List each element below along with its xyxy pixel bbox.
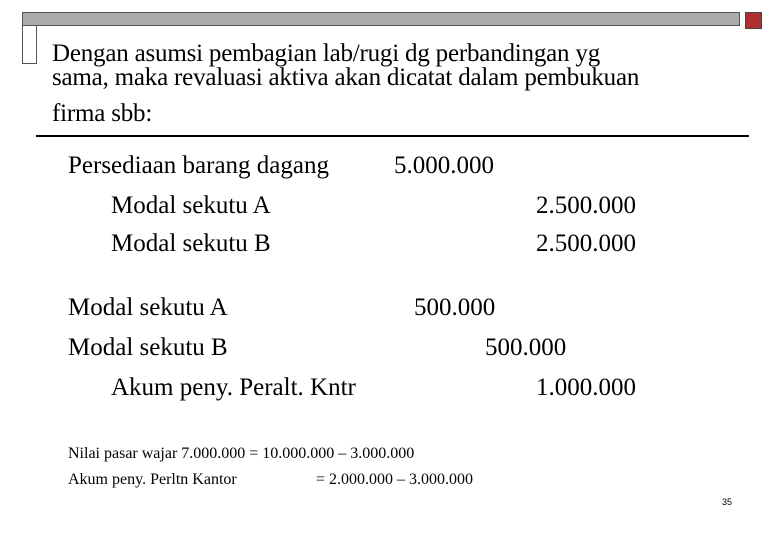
title-line-2: sama, maka revaluasi aktiva akan dicatat dalam pembukuan [52, 64, 640, 91]
journal2-debit2-account: Modal sekutu B [68, 334, 228, 361]
journal1-credit1-amount: 2.500.000 [536, 192, 636, 219]
title-divider [36, 135, 749, 137]
note-line-2-label: Akum peny. Perltn Kantor [68, 471, 237, 488]
note-line-2-value: = 2.000.000 – 3.000.000 [316, 471, 474, 488]
decorative-left-bar [22, 26, 37, 64]
journal2-debit2-amount: 500.000 [485, 334, 567, 361]
journal2-debit1-amount: 500.000 [414, 294, 496, 321]
journal2-credit-amount: 1.000.000 [536, 374, 636, 401]
journal2-credit-account: Akum peny. Peralt. Kntr [111, 374, 356, 401]
decorative-top-bar [22, 12, 740, 26]
journal1-debit-account: Persediaan barang dagang [68, 152, 329, 179]
title-line-1: Dengan asumsi pembagian lab/rugi dg perbandingan yg [52, 40, 600, 67]
journal1-credit2-amount: 2.500.000 [536, 230, 636, 257]
journal2-debit1-account: Modal sekutu A [68, 294, 228, 321]
journal1-credit2-account: Modal sekutu B [111, 230, 271, 257]
journal1-credit1-account: Modal sekutu A [111, 192, 271, 219]
page-number: 35 [722, 497, 733, 507]
title-line-3: firma sbb: [52, 100, 153, 127]
decorative-red-square [745, 12, 762, 29]
slide-title [52, 42, 752, 126]
journal1-debit-amount: 5.000.000 [394, 152, 494, 179]
note-line-1: Nilai pasar wajar 7.000.000 = 10.000.000 – 3.000.000 [68, 445, 415, 462]
